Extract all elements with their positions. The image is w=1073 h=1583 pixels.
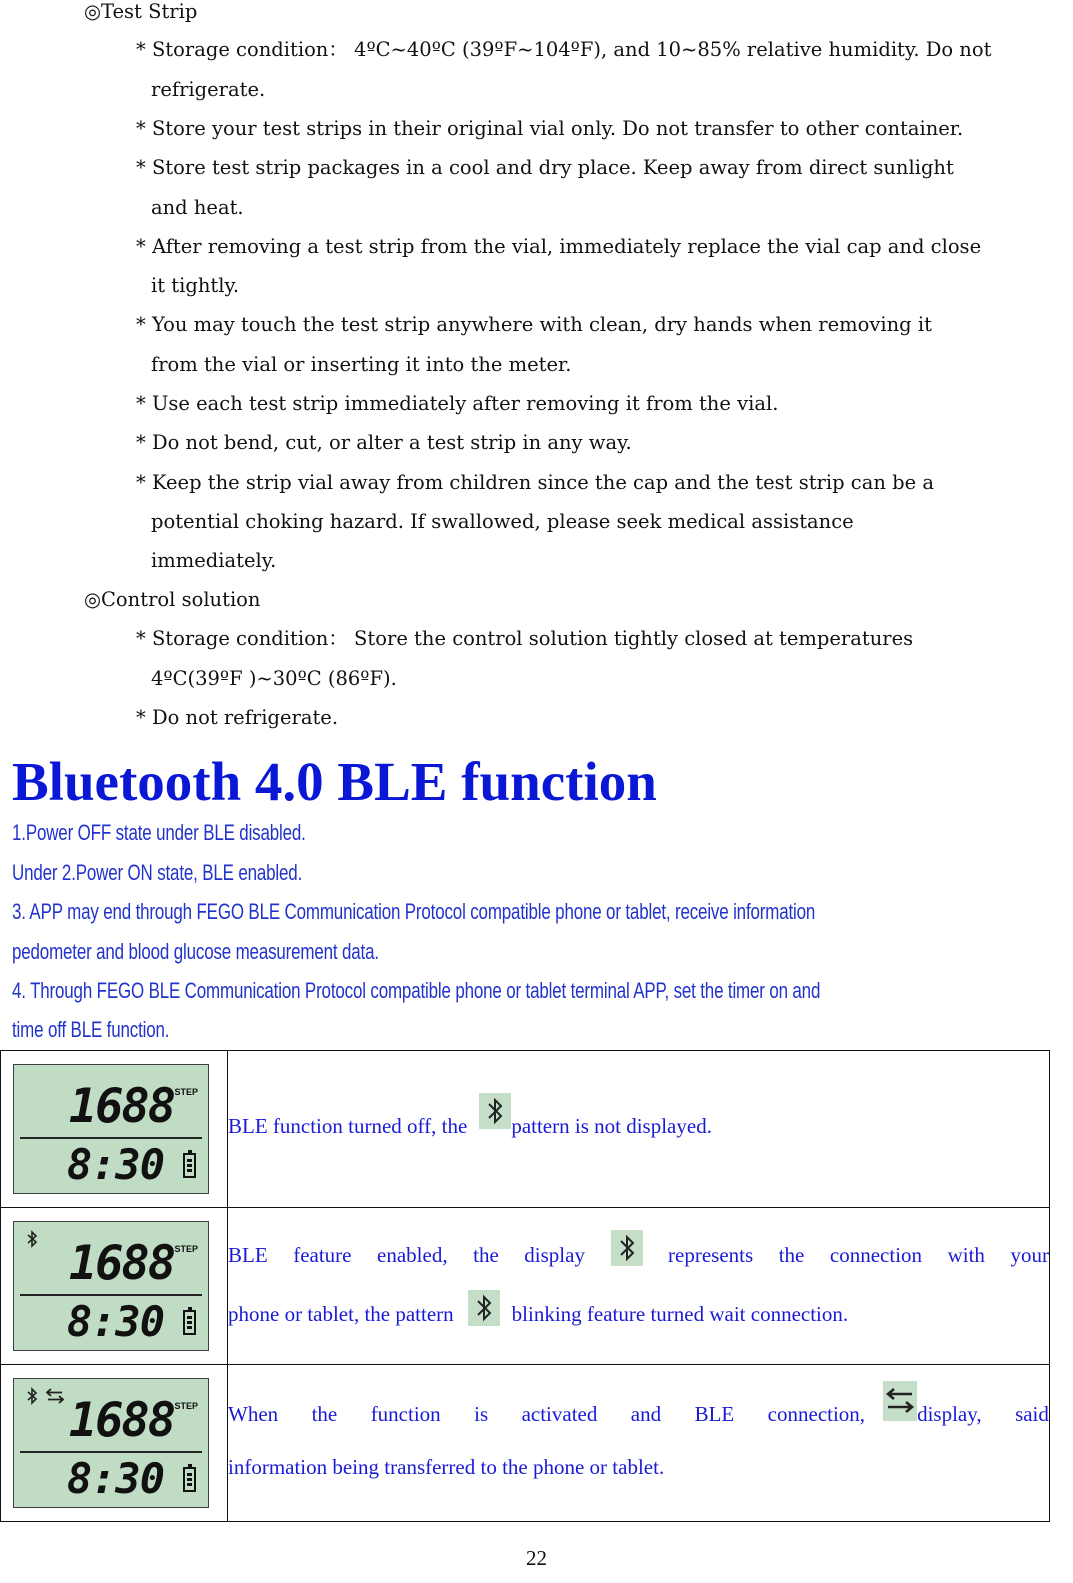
bluetooth-icon: [26, 1387, 38, 1405]
test-strip-line: * Store your test strips in their original vial only. Do not transfer to other container.: [136, 117, 964, 140]
test-strip-line: refrigerate.: [151, 78, 266, 101]
word: is: [474, 1402, 489, 1426]
step-label: STEP: [174, 1244, 198, 1254]
connection-word-group: [768, 1402, 982, 1427]
step-count: 1688: [68, 1393, 174, 1448]
lcd-divider: [20, 1294, 202, 1296]
word: connection: [829, 1243, 923, 1267]
clock-time: 8:30: [66, 1454, 164, 1503]
ble-row-text: [228, 1365, 1050, 1522]
table-row: [1, 1051, 1050, 1208]
ble-line: 3. APP may end through FEGO BLE Communication Protocol compatible phone or tablet, receive information: [12, 899, 816, 924]
word: function: [370, 1402, 441, 1426]
ble-section-title: Bluetooth 4.0 BLE function: [12, 751, 657, 812]
transfer-arrows-icon: [46, 1387, 64, 1405]
bluetooth-icon: [479, 1093, 511, 1129]
test-strip-line: it tightly.: [151, 274, 240, 297]
word: BLE: [694, 1402, 735, 1426]
lcd-display-connected: [13, 1378, 209, 1508]
step-label: STEP: [174, 1401, 198, 1411]
word: enabled,: [377, 1243, 448, 1267]
clock-time: 8:30: [66, 1297, 164, 1346]
test-strip-line: * Do not bend, cut, or alter a test strip in any way.: [136, 431, 632, 454]
row1-text-a: BLE function turned off, the: [228, 1113, 468, 1138]
test-strip-line: potential choking hazard. If swallowed, please seek medical assistance: [151, 510, 854, 533]
step-count: 1688: [68, 1236, 174, 1291]
clock-time: 8:30: [66, 1140, 164, 1189]
battery-icon: [183, 1467, 196, 1492]
lcd-divider: [20, 1451, 202, 1453]
ble-line: Under 2.Power ON state, BLE enabled.: [12, 860, 303, 885]
row2-line2: [228, 1302, 1049, 1327]
test-strip-line: * Store test strip packages in a cool and dry place. Keep away from direct sunlight: [136, 156, 954, 179]
ble-line: 4. Through FEGO BLE Communication Protocol compatible phone or tablet terminal APP, set the timer on and: [12, 978, 821, 1003]
transfer-arrows-icon: [883, 1381, 917, 1421]
ble-line: pedometer and blood glucose measurement data.: [12, 939, 379, 964]
table-row: [1, 1208, 1050, 1365]
test-strip-heading: ◎Test Strip: [84, 0, 198, 23]
control-solution-line: 4ºC(39ºF )~30ºC (86ºF).: [151, 667, 397, 690]
test-strip-line: and heat.: [151, 196, 244, 219]
bluetooth-icon: [611, 1230, 643, 1266]
battery-icon: [183, 1310, 196, 1335]
ble-status-table: [0, 1050, 1050, 1522]
word: connection,: [767, 1402, 866, 1426]
word: represents: [668, 1243, 754, 1267]
test-strip-line: * Keep the strip vial away from children since the cap and the test strip can be a: [136, 471, 934, 494]
ble-line: 1.Power OFF state under BLE disabled.: [12, 820, 306, 845]
test-strip-line: * Use each test strip immediately after removing it from the vial.: [136, 392, 779, 415]
control-solution-line: * Do not refrigerate.: [136, 706, 339, 729]
word: the: [473, 1243, 499, 1267]
ble-row-text: [228, 1208, 1050, 1365]
lcd-cell: [1, 1365, 228, 1522]
lcd-cell: [1, 1208, 228, 1365]
ble-line: time off BLE function.: [12, 1017, 170, 1042]
step-label: STEP: [174, 1087, 198, 1097]
word: the: [311, 1402, 338, 1426]
row2-text-b: blinking feature turned wait connection.: [511, 1302, 849, 1326]
control-solution-heading: ◎Control solution: [84, 588, 261, 611]
lcd-display-off: [13, 1064, 209, 1194]
row3-line1: [228, 1402, 1049, 1427]
row3-line2: information being transferred to the phone or tablet.: [228, 1455, 665, 1479]
step-count: 1688: [68, 1079, 174, 1134]
word: and: [630, 1402, 662, 1426]
control-solution-line: * Storage condition： Store the control solution tightly closed at temperatures: [136, 627, 914, 650]
word: display: [524, 1243, 585, 1267]
bluetooth-icon: [26, 1230, 38, 1248]
lcd-display-enabled: [13, 1221, 209, 1351]
row2-text-a: phone or tablet, the pattern: [228, 1302, 454, 1326]
word: feature: [293, 1243, 352, 1267]
test-strip-line: immediately.: [151, 549, 277, 572]
battery-icon: [183, 1153, 196, 1178]
word: with: [947, 1243, 985, 1267]
test-strip-line: from the vial or inserting it into the meter.: [151, 353, 572, 376]
word: activated: [521, 1402, 598, 1426]
bluetooth-icon: [468, 1290, 500, 1326]
word: BLE: [228, 1243, 268, 1267]
row1-text-b: pattern is not displayed.: [511, 1113, 712, 1138]
page-number: 22: [526, 1546, 547, 1570]
table-row: [1, 1365, 1050, 1522]
word: display,: [917, 1402, 982, 1426]
lcd-divider: [20, 1137, 202, 1139]
test-strip-line: * You may touch the test strip anywhere with clean, dry hands when removing it: [136, 313, 932, 336]
word: said: [1015, 1402, 1049, 1426]
row2-line1: [228, 1243, 1049, 1268]
test-strip-line: * Storage condition： 4ºC~40ºC (39ºF~104ºF), and 10~85% relative humidity. Do not: [136, 38, 992, 61]
ble-row-text: [228, 1051, 1050, 1208]
word: the: [778, 1243, 805, 1267]
word: When: [228, 1402, 279, 1426]
lcd-cell: [1, 1051, 228, 1208]
test-strip-line: * After removing a test strip from the vial, immediately replace the vial cap and close: [136, 235, 982, 258]
word: your: [1010, 1243, 1049, 1267]
